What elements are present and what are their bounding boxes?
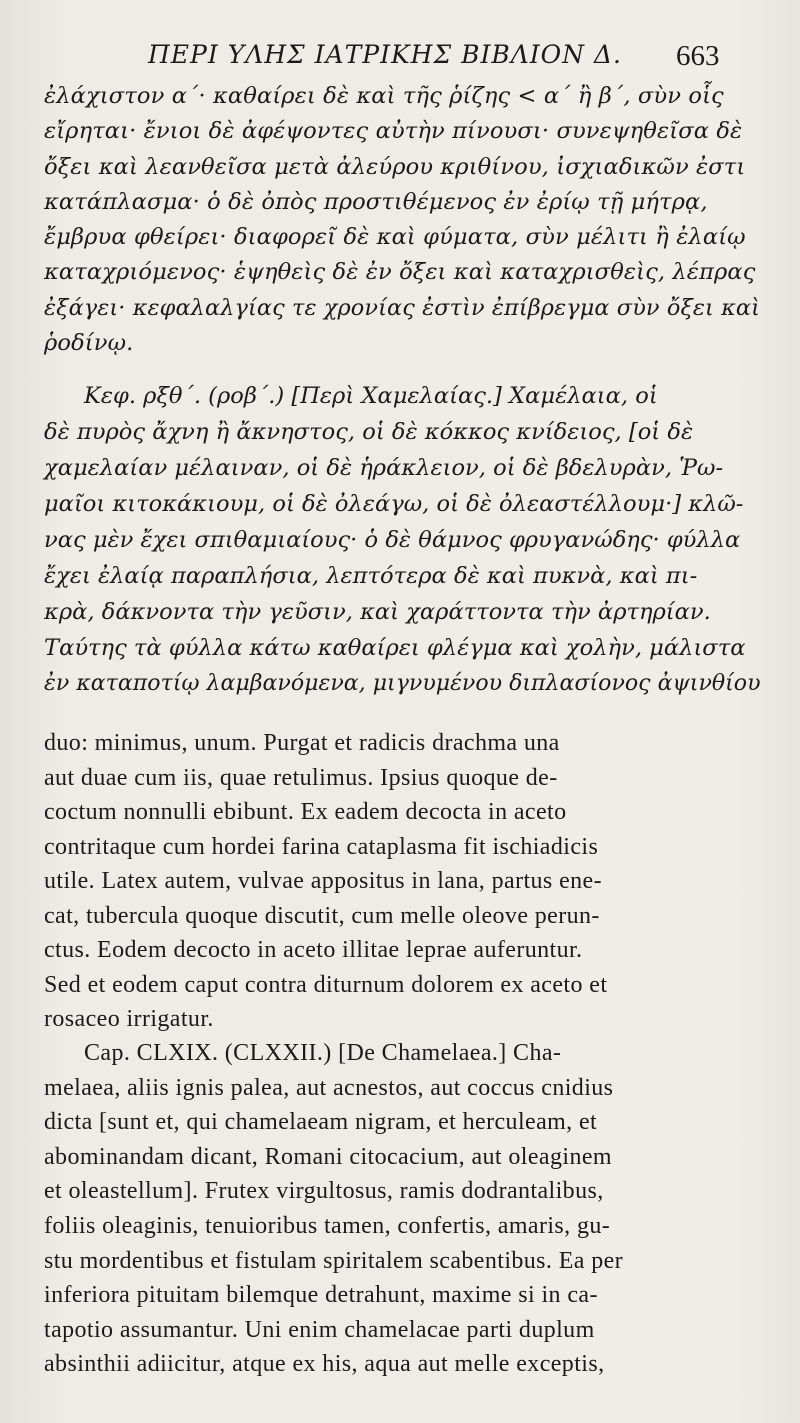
text-line: melaea, aliis ignis palea, aut acnestos, aut coccus cnidius	[44, 1074, 614, 1101]
text-line: ἐλάχιστον α΄· καθαίρει δὲ καὶ τῆς ῥίζης < α΄ ἢ β΄, σὺν οἷς	[44, 83, 724, 109]
text-line: duo: minimus, unum. Purgat et radicis drachma una	[44, 730, 560, 756]
text-line: rosaceo irrigatur.	[44, 1006, 214, 1032]
text-line: ἐν καταποτίῳ λαμβανόμενα, μιγνυμένου διπλασίονος ἀψινθίου	[44, 671, 761, 696]
text-line: ἔχει ἐλαίᾳ παραπλήσια, λεπτότερα δὲ καὶ πυκνὰ, καὶ πι-	[44, 563, 698, 589]
chapter-heading-line: Cap. CLXIX. (CLXXII.) [De Chamelaea.] Cha-	[84, 1040, 562, 1066]
text-line: stu mordentibus et fistulam spiritalem scabentibus. Ea per	[44, 1247, 624, 1274]
text-line: utile. Latex autem, vulvae appositus in lana, partus ene-	[44, 868, 602, 894]
latin-chapter-block	[44, 1036, 764, 1382]
text-line: νας μὲν ἔχει σπιθαμιαίους· ὁ δὲ θάμνος φρυγανώδης· φύλλα	[44, 527, 741, 553]
text-line: εἴρηται· ἔνιοι δὲ ἀφέψοντες αὐτὴν πίνουσι· συνεψηθεῖσα δὲ	[44, 118, 743, 145]
text-line: μαῖοι κιτοκάκιουμ, οἱ δὲ ὀλεάγω, οἱ δὲ ὀλεαστέλλουμ·] κλῶ-	[44, 491, 744, 517]
text-line: κρὰ, δάκνοντα τὴν γεῦσιν, καὶ χαράττοντα τὴν ἀρτηρίαν.	[44, 599, 711, 625]
text-line: absinthii adiicitur, atque ex his, aqua aut melle exceptis,	[44, 1351, 605, 1378]
text-line: Ταύτης τὰ φύλλα κάτω καθαίρει φλέγμα καὶ χολὴν, μάλιστα	[44, 635, 746, 661]
greek-text-block	[44, 79, 764, 361]
text-line: ἐξάγει· κεφαλαλγίας τε χρονίας ἐστὶν ἐπίβρεγμα σὺν ὄξει καὶ	[44, 294, 761, 321]
page-number: 663	[676, 40, 720, 72]
text-line: inferiora pituitam bilemque detrahunt, maxime si in ca-	[44, 1282, 598, 1309]
text-line: ctus. Eodem decocto in aceto illitae leprae auferuntur.	[44, 937, 583, 963]
text-line: καταχριόμενος· ἑψηθεὶς δὲ ἐν ὄξει καὶ καταχρισθεὶς, λέπρας	[44, 259, 756, 286]
greek-chapter-block	[44, 378, 764, 702]
text-line: et oleastellum]. Frutex virgultosus, ramis dodrantalibus,	[44, 1178, 604, 1205]
text-line: ὄξει καὶ λεανθεῖσα μετὰ ἀλεύρου κριθίνου, ἰσχιαδικῶν ἐστι	[44, 153, 746, 180]
text-line: cat, tubercula quoque discutit, cum melle oleove perun-	[44, 902, 600, 929]
text-line: ῥοδίνῳ.	[44, 330, 134, 357]
text-line: χαμελαίαν μέλαιναν, οἱ δὲ ἡράκλειον, οἱ δὲ βδελυρὰν, Ῥω-	[44, 455, 724, 481]
running-title: ΠΕΡΙ ΥΛΗΣ ΙΑΤΡΙΚΗΣ ΒΙΒΛΙΟΝ Δ.	[148, 40, 622, 69]
text-line: δὲ πυρὸς ἄχνη ἢ ἄκνηστος, οἱ δὲ κόκκος κνίδειος, [οἱ δὲ	[44, 419, 694, 445]
text-line: aut duae cum iis, quae retulimus. Ipsius quoque de-	[44, 764, 558, 791]
text-line: foliis oleaginis, tenuioribus tamen, confertis, amaris, gu-	[44, 1212, 611, 1239]
text-line: ἔμβρυα φθείρει· διαφορεῖ δὲ καὶ φύματα, σὺν μέλιτι ἢ ἐλαίῳ	[44, 224, 746, 251]
text-line: coctum nonnulli ebibunt. Ex eadem decocta in aceto	[44, 799, 567, 825]
text-line: Sed et eodem caput contra diturnum dolorem ex aceto et	[44, 971, 608, 998]
latin-text-block	[44, 726, 764, 1037]
text-line: κατάπλασμα· ὁ δὲ ὀπὸς προστιθέμενος ἐν ἐρίῳ τῇ μήτρᾳ,	[44, 188, 708, 215]
page-header	[0, 34, 800, 74]
chapter-heading-line: Κεφ. ρξθ΄. (ροβ΄.) [Περὶ Χαμελαίας.] Χαμέλαια, οἱ	[84, 383, 658, 409]
text-line: contritaque cum hordei farina cataplasma fit ischiadicis	[44, 833, 599, 860]
text-line: abominandam dicant, Romani citocacium, aut oleaginem	[44, 1143, 612, 1170]
text-line: tapotio assumantur. Uni enim chamelacae parti duplum	[44, 1316, 595, 1343]
text-line: dicta [sunt et, qui chamelaeam nigram, et herculeam, et	[44, 1109, 598, 1136]
